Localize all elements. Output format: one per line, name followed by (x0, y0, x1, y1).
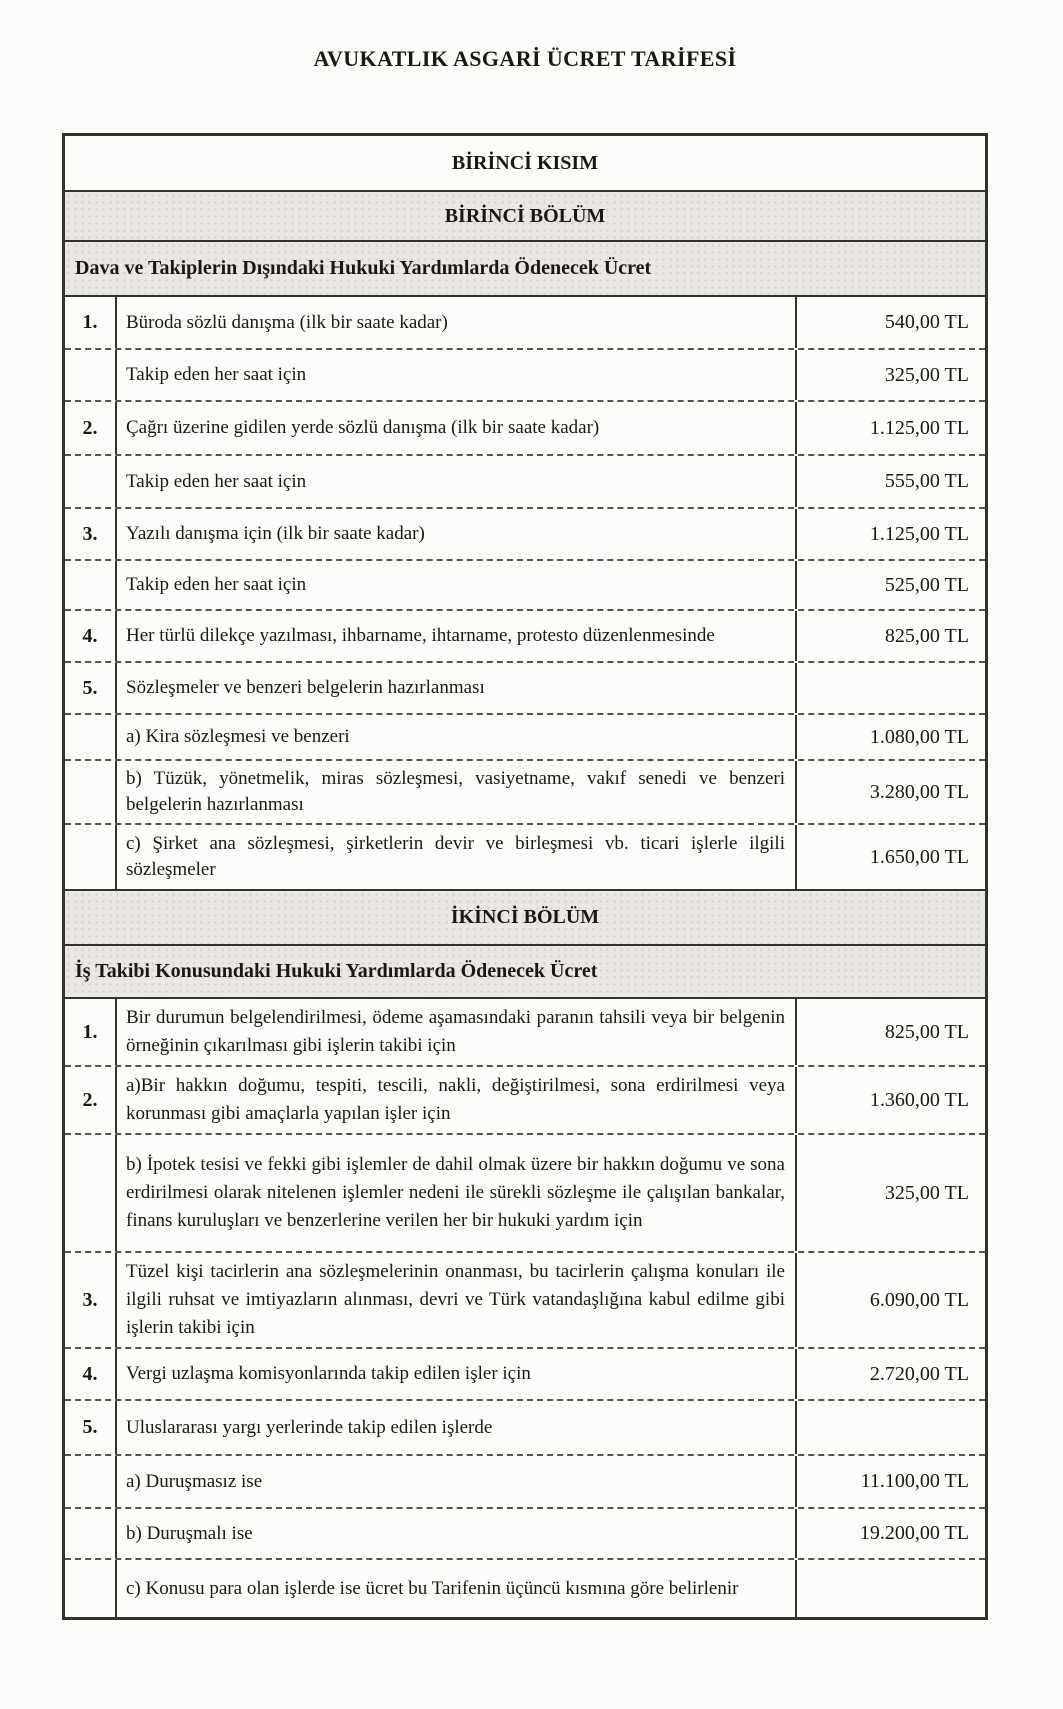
table-row (65, 713, 985, 759)
row-number-cell: 1. (65, 999, 117, 1065)
table-row (65, 1399, 985, 1454)
row-description-text: Takip eden her saat için (126, 574, 307, 595)
table-row (65, 1251, 985, 1347)
row-price-cell (795, 663, 985, 713)
part-header: BİRİNCİ KISIM (451, 151, 599, 174)
row-price-cell: 325,00 TL (795, 350, 985, 400)
row-number-cell (65, 1135, 117, 1251)
row-description-text: Uluslararası yargı yerlerinde takip edilen işlerde (126, 1416, 493, 1438)
row-number-cell: 2. (65, 1067, 117, 1133)
row-description-text: Vergi uzlaşma komisyonlarında takip edilen işler için (126, 1363, 531, 1384)
row-price-cell: 1.125,00 TL (795, 509, 985, 559)
row-number-cell (65, 1509, 117, 1558)
table-row (65, 1065, 985, 1133)
row-number-cell: 4. (65, 611, 117, 661)
row-price-cell: 6.090,00 TL (795, 1253, 985, 1347)
row-description-text: Çağrı üzerine gidilen yerde sözlü danışma (ilk bir saate kadar) (126, 417, 600, 438)
row-price-cell: 555,00 TL (795, 456, 985, 507)
row-price-cell: 1.080,00 TL (795, 715, 985, 759)
row-number-cell: 1. (65, 297, 117, 348)
table-row (65, 1454, 985, 1507)
row-description-cell (117, 1409, 795, 1447)
row-number-cell (65, 825, 117, 889)
table-row (65, 823, 985, 889)
row-description-cell (117, 1253, 795, 1347)
row-price-cell: 825,00 TL (795, 611, 985, 661)
row-number-cell (65, 1560, 117, 1617)
row-description-cell (117, 719, 795, 755)
table-row (65, 609, 985, 661)
row-price-cell: 3.280,00 TL (795, 761, 985, 823)
row-price-cell: 1.650,00 TL (795, 825, 985, 889)
row-description-text: c) Konusu para olan işlerde ise ücret bu Tarifenin üçüncü kısmına göre belirlenir (126, 1577, 739, 1599)
row-description-text: a) Duruşmasız ise (126, 1470, 263, 1492)
row-description-cell (117, 761, 795, 823)
row-description-text: Her türlü dilekçe yazılması, ihbarname, ihtarname, protesto düzenlenmesinde (126, 625, 715, 646)
table-row (65, 661, 985, 713)
row-number-cell (65, 715, 117, 759)
table-row (65, 1558, 985, 1617)
row-price-cell: 1.125,00 TL (795, 402, 985, 454)
row-description-cell (117, 567, 795, 603)
table-row (65, 1347, 985, 1399)
row-price-cell: 525,00 TL (795, 561, 985, 609)
row-number-cell: 5. (65, 663, 117, 713)
row-description-text: c) Şirket ana sözleşmesi, şirketlerin devir ve birleşmesi vb. ticari işlerle ilgili sözleşmeler (126, 833, 785, 880)
row-price-cell: 825,00 TL (795, 999, 985, 1065)
row-number-cell (65, 350, 117, 400)
row-description-cell (117, 410, 795, 446)
row-price-cell (795, 1401, 985, 1454)
row-number-cell: 3. (65, 1253, 117, 1347)
table-row (65, 759, 985, 823)
row-description-text: b) Duruşmalı ise (126, 1522, 253, 1544)
chapter-header: İKİNCİ BÖLÜM (65, 889, 985, 944)
row-number-cell (65, 761, 117, 823)
row-number-cell: 3. (65, 509, 117, 559)
table-row (65, 348, 985, 400)
row-description-text: a) Kira sözleşmesi ve benzeri (126, 726, 350, 747)
row-description-cell (117, 826, 795, 888)
row-number-cell: 2. (65, 402, 117, 454)
row-price-cell: 1.360,00 TL (795, 1067, 985, 1133)
table-row (65, 400, 985, 454)
row-number-cell (65, 561, 117, 609)
row-price-cell: 19.200,00 TL (795, 1509, 985, 1558)
row-number-cell (65, 456, 117, 507)
row-description-text: b) Tüzük, yönetmelik, miras sözleşmesi, vasiyetname, vakıf senedi ve benzeri belgelerin hazırlanması (126, 768, 785, 815)
row-description-text: Büroda sözlü danışma (ilk bir saate kadar) (126, 311, 448, 333)
row-description-text: Bir durumun belgelendirilmesi, ödeme aşamasındaki paranın tahsili veya bir belgenin örneğinin çıkarılması gibi işlerin takibi için (126, 1007, 785, 1056)
row-description-cell (117, 305, 795, 341)
row-price-cell (795, 1560, 985, 1617)
row-number-cell: 4. (65, 1349, 117, 1399)
row-description-text: Takip eden her saat için (126, 364, 307, 385)
table-row (65, 1133, 985, 1251)
row-description-text: Yazılı danışma için (ilk bir saate kadar) (126, 523, 425, 544)
row-price-cell: 2.720,00 TL (795, 1349, 985, 1399)
section-title-header: Dava ve Takiplerin Dışındaki Hukuki Yardımlarda Ödenecek Ücret (65, 240, 985, 295)
row-description-cell (117, 464, 795, 500)
row-price-cell: 540,00 TL (795, 297, 985, 348)
row-description-cell (117, 357, 795, 393)
row-description-cell (117, 1355, 795, 1393)
row-description-text: b) İpotek tesisi ve fekki gibi işlemler de dahil olmak üzere bir hakkın doğumu ve sona erdirilmesi olarak nitelenen işlemler nedeni ile sürekli sözleşme ile çalışılan bankalar, finans kuruluşları ve benzerlerine verilen her bir hukuki yardım için (126, 1154, 785, 1231)
row-description-cell (117, 1515, 795, 1553)
row-description-text: Sözleşmeler ve benzeri belgelerin hazırlanması (126, 677, 485, 698)
row-description-cell (117, 999, 795, 1065)
row-description-text: Takip eden her saat için (126, 470, 307, 492)
fee-table (62, 133, 988, 1620)
row-description-cell (117, 618, 795, 654)
table-row (65, 1507, 985, 1558)
row-number-cell (65, 1456, 117, 1507)
row-price-cell: 325,00 TL (795, 1135, 985, 1251)
table-row (65, 997, 985, 1065)
row-description-cell (117, 1570, 795, 1608)
table-row (65, 507, 985, 559)
table-row (65, 454, 985, 507)
row-description-cell (117, 670, 795, 706)
section-title-header: İş Takibi Konusundaki Hukuki Yardımlarda Ödenecek Ücret (65, 944, 985, 997)
row-description-cell (117, 1067, 795, 1133)
row-description-cell (117, 1146, 795, 1240)
row-description-text: a)Bir hakkın doğumu, tespiti, tescili, nakli, değiştirilmesi, sona erdirilmesi veya korunması gibi amaçlarla yapılan işler için (126, 1075, 785, 1124)
page-title: AVUKATLIK ASGARİ ÜCRET TARİFESİ (313, 46, 737, 71)
row-description-text: Tüzel kişi tacirlerin ana sözleşmelerinin onanması, bu tacirlerin çalışma konuları ile ilgili ruhsat ve imtiyazların alınması, devri ve Türk vatandaşlığına kabul edilme gibi işlerin takibi için (126, 1261, 785, 1338)
row-number-cell: 5. (65, 1401, 117, 1454)
row-description-cell (117, 516, 795, 552)
table-row (65, 559, 985, 609)
row-price-cell: 11.100,00 TL (795, 1456, 985, 1507)
chapter-header: BİRİNCİ BÖLÜM (65, 190, 985, 240)
row-description-cell (117, 1463, 795, 1501)
table-row (65, 295, 985, 348)
